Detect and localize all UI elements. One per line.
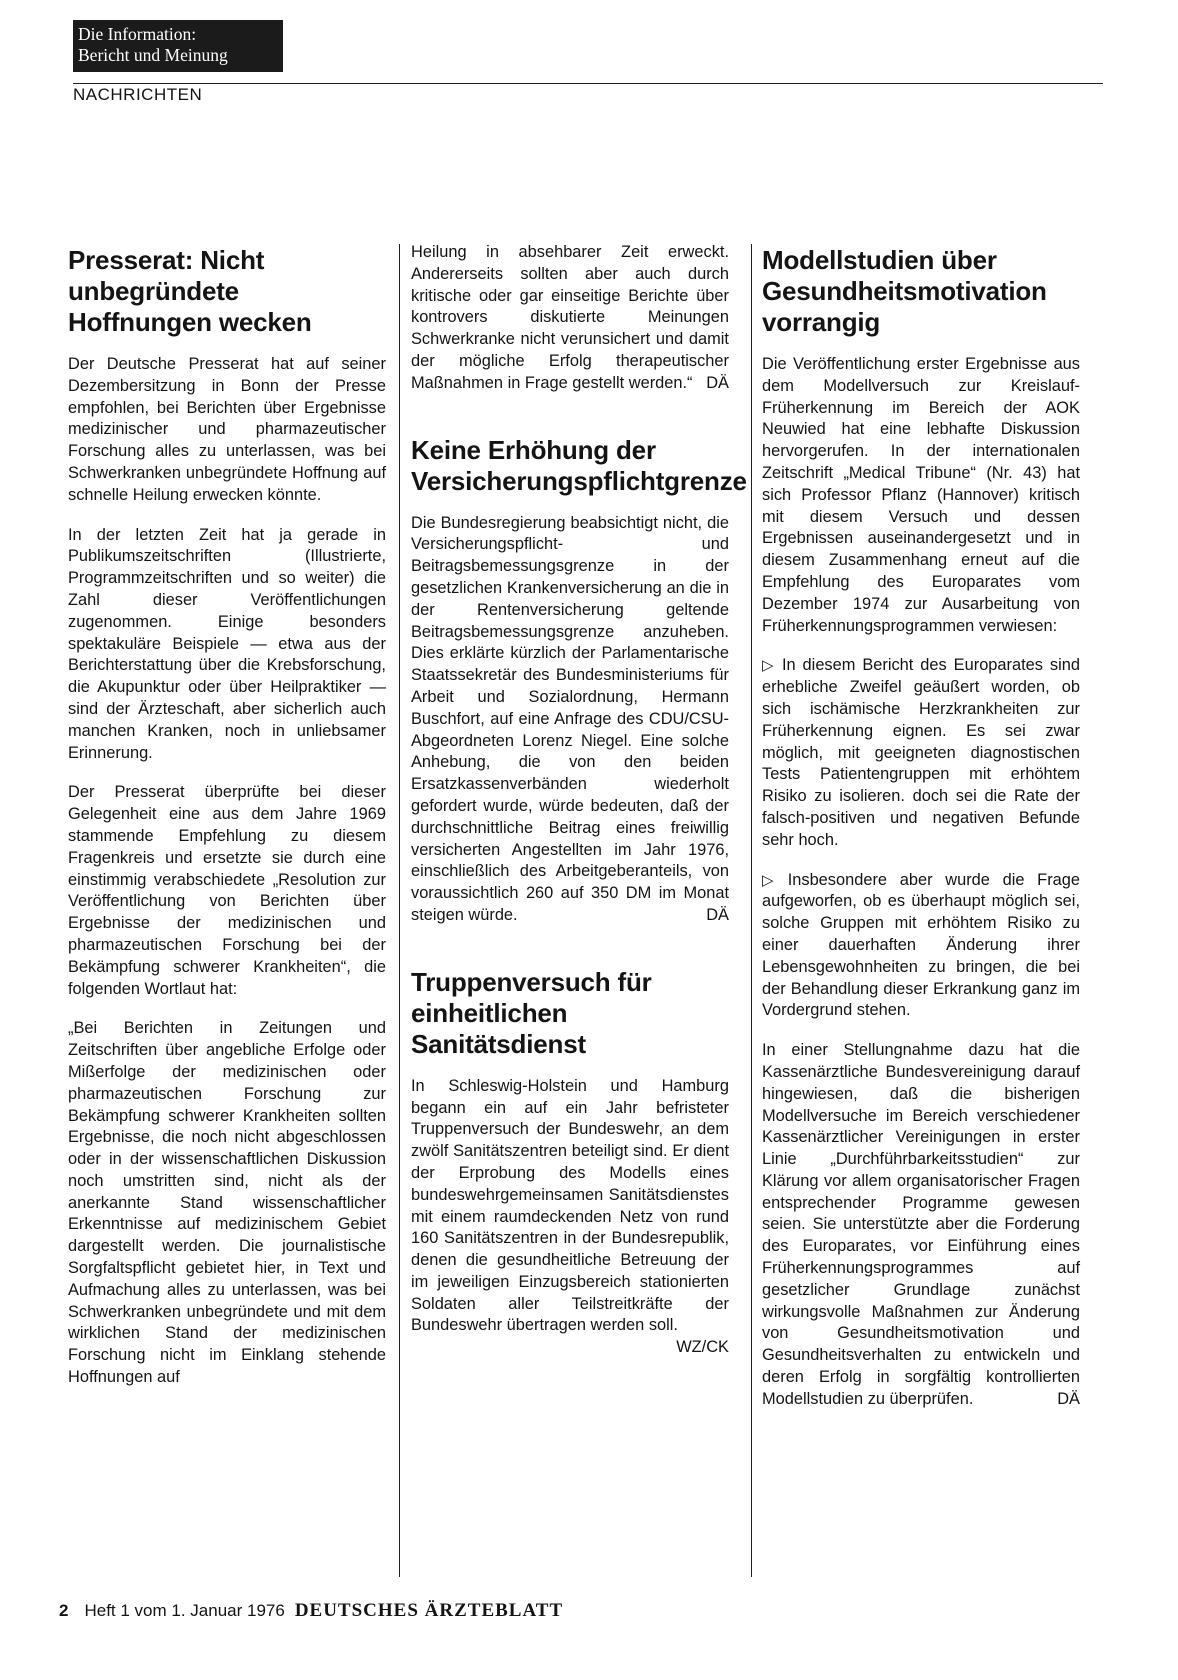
header-rule bbox=[73, 83, 1103, 84]
article-paragraph-bullet bbox=[762, 655, 1080, 851]
author-signature: WZ/CK bbox=[676, 1338, 729, 1357]
page-footer bbox=[59, 1600, 563, 1622]
article-title-modell: Modellstudien über Gesundheitsmotivation vorrangig bbox=[762, 245, 1047, 337]
masthead bbox=[73, 20, 283, 72]
article-paragraph-signed bbox=[762, 1040, 1080, 1411]
article-paragraph: Die Veröffentlichung erster Ergebnisse aus dem Modellversuch zur Kreislauf-Früherkennung im Bereich der AOK Neuwied hat eine lebhafte Diskussion hervorgerufen. In der internationalen Zeitschrift „Medical Tribune“ (Nr. 43) hat sich Professor Pflanz (Hannover) kritisch mit diesem Versuch und dessen Ergebnissen auseinandergesetzt und in diesem Zusammenhang erneut auf die Empfehlung des Europarates vom Dezember 1974 zur Ausarbeitung von Früherkennungsprogrammen verwiesen: bbox=[762, 355, 1080, 635]
article-title-truppen: Truppenversuch für einheitlichen Sanitätsdienst bbox=[411, 966, 652, 1059]
author-signature: DÄ bbox=[1057, 1389, 1080, 1408]
column-3 bbox=[762, 245, 1080, 1429]
article-paragraph: Der Deutsche Presserat hat auf seiner Dezembersitzung in Bonn der Presse empfohlen, bei Berichten über Ergebnisse medizinischer und pharmazeutischer Forschung alles zu unterlassen, was bei Schwerkranken unbegründete Hoffnung auf schnelle Heilung erwecken könnte. bbox=[68, 355, 386, 504]
article-paragraph: In diesem Bericht des Europarates sind erhebliche Zweifel geäußert worden, ob sich ischämische Herzkrankheiten zur Früherkennung eignen. Es sei zwar möglich, mit geeigneten diagnostischen Tests Patientengruppen mit erhöhtem Risiko zu isolieren. doch sei die Rate der falsch-positiven und negativen Befunde sehr hoch. bbox=[762, 656, 1080, 849]
article-title-presserat: Presserat: Nicht unbegründete Hoffnungen wecken bbox=[68, 245, 312, 337]
article-paragraph-signed bbox=[411, 242, 729, 395]
page-number: 2 bbox=[59, 1601, 69, 1620]
column-divider bbox=[399, 244, 400, 1577]
publication-name: DEUTSCHES ÄRZTEBLATT bbox=[294, 1600, 564, 1621]
triangle-bullet-icon: ▷ bbox=[762, 871, 782, 889]
column-2 bbox=[411, 242, 747, 1359]
masthead-line-1: Die Information: bbox=[78, 24, 197, 44]
article-paragraph-bullet bbox=[762, 870, 1080, 1023]
triangle-bullet-icon: ▷ bbox=[762, 657, 776, 675]
author-signature: DÄ bbox=[706, 373, 729, 392]
article-paragraph: „Bei Berichten in Zeitungen und Zeitschriften über angebliche Erfolge oder Mißerfolge der medizinischen oder pharmazeutischen Forschung zur Bekämpfung schwerer Krankheiten sollten Ergebnisse, die noch nicht abgeschlossen oder in der wissenschaftlichen Diskussion noch umstritten sind, nicht als der anerkannte Stand wissenschaftlicher Erkenntnisse auf medizinischem Gebiet dargestellt werden. Die journalistische Sorgfaltspflicht gebietet hier, in Text und Aufmachung alles zu unterlassen, was bei Schwerkranken unbegründete und mit dem wirklichen Stand der medizinischen Forschung nicht im Einklang stehende Hoffnungen auf bbox=[68, 1019, 386, 1387]
article-paragraph: In der letzten Zeit hat ja gerade in Publikumszeitschriften (Illustrierte, Programmzeitschriften und so weiter) die Zahl dieser Veröffentlichungen zugenommen. Einige besonders spektakuläre Beispiele — etwa aus der Berichterstattung über die Krebsforschung, die Akupunktur oder über Heilpraktiker — sind der Ärzteschaft, aber sicherlich auch manchen Kranken, noch in unliebsamer Erinnerung. bbox=[68, 525, 386, 762]
article-paragraph-signed bbox=[411, 1076, 729, 1357]
article-paragraph: In einer Stellungnahme dazu hat die Kassenärztliche Bundesvereinigung darauf hingewiesen, daß die bisherigen Modellversuche im Bereich verschiedener Kassenärztlicher Vereinigungen in erster Linie „Durchführbarkeitsstudien“ zur Klärung vor allem organisatorischer Fragen entsprechender Programme gewesen seien. Sie unterstützte aber die Forderung des Europarates, vor Einführung eines Früherkennungsprogrammes auf gesetzlicher Grundlage zunächst wirkungsvolle Maßnahmen zur Änderung von Gesundheitsmotivation und Gesundheitsverhalten zu entwickeln und deren Erfolg in sorgfältig kontrollierten Modellstudien zu überprüfen. bbox=[762, 1041, 1080, 1408]
article-paragraph: In Schleswig-Holstein und Hamburg begann ein auf ein Jahr befristeter Truppenversuch der Bundeswehr, an dem zwölf Sanitätszentren beteiligt sind. Er dient der Erprobung des Modells eines bundeswehrgemeinsamen Sanitätsdienstes mit einem raumdeckenden Netz von rund 160 Sanitätszentren in der Bundesrepublik, denen die gesundheitliche Betreuung der im jeweiligen Einzugsbereich stationierten Soldaten aller Teilstreitkräfte der Bundeswehr übertragen werden soll. bbox=[411, 1076, 729, 1335]
masthead-line-2: Bericht und Meinung bbox=[78, 45, 228, 65]
article-paragraph-signed bbox=[411, 513, 729, 927]
article-paragraph: Der Presserat überprüfte bei dieser Gelegenheit eine aus dem Jahre 1969 stammende Empfehlung zu diesem Fragenkreis und ersetzte sie durch eine einstimmig verabschiedete „Resolution zur Veröffentlichung von Berichten über Ergebnisse der medizinischen und pharmazeutischen Forschung bei der Bekämpfung schwerer Krankheiten“, die folgenden Wortlaut hat: bbox=[68, 783, 386, 998]
section-title: NACHRICHTEN bbox=[73, 85, 203, 104]
column-divider bbox=[751, 244, 752, 1577]
article-title-versicherung: Keine Erhöhung der Versicherungspflichtgrenze bbox=[411, 434, 747, 496]
article-paragraph: Insbesondere aber wurde die Frage aufgeworfen, ob es überhaupt möglich sei, solche Gruppen mit erhöhtem Risiko zu einer dauerhaften Änderung ihrer Lebensgewohnheiten zu bringen, die bei der Behandlung dieser Erkrankung ganz im Vordergrund stehen. bbox=[762, 870, 1080, 1020]
column-1 bbox=[68, 245, 386, 1407]
article-paragraph: Die Bundesregierung beabsichtigt nicht, die Versicherungspflicht- und Beitragsbemessungsgrenze in der gesetzlichen Krankenversicherung an die in der Rentenversicherung geltende Beitragsbemessungsgrenze anzuheben. Dies erklärte kürzlich der Parlamentarische Staatssekretär des Bundesministeriums für Arbeit und Sozialordnung, Hermann Buschfort, auf eine Anfrage des CDU/CSU-Abgeordneten Lorenz Niegel. Eine solche Anhebung, die von den beiden Ersatzkassenverbänden wiederholt gefordert wurde, würde bedeuten, daß der durchschnittliche Beitrag eines freiwillig versicherten Angestellten im Jahr 1976, einschließlich des Arbeitgeberanteils, von voraussichtlich 260 auf 350 DM im Monat steigen würde. bbox=[411, 513, 729, 924]
author-signature: DÄ bbox=[706, 905, 729, 924]
article-paragraph: Heilung in absehbarer Zeit erweckt. Andererseits sollten aber auch durch kritische oder gar einseitige Berichte über kontrovers diskutierte Meinungen Schwerkranke nicht verunsichert und damit der mögliche Erfolg therapeutischer Maßnahmen in Frage gestellt werden.“ bbox=[411, 243, 729, 392]
issue-info: Heft 1 vom 1. Januar 1976 bbox=[84, 1601, 285, 1620]
